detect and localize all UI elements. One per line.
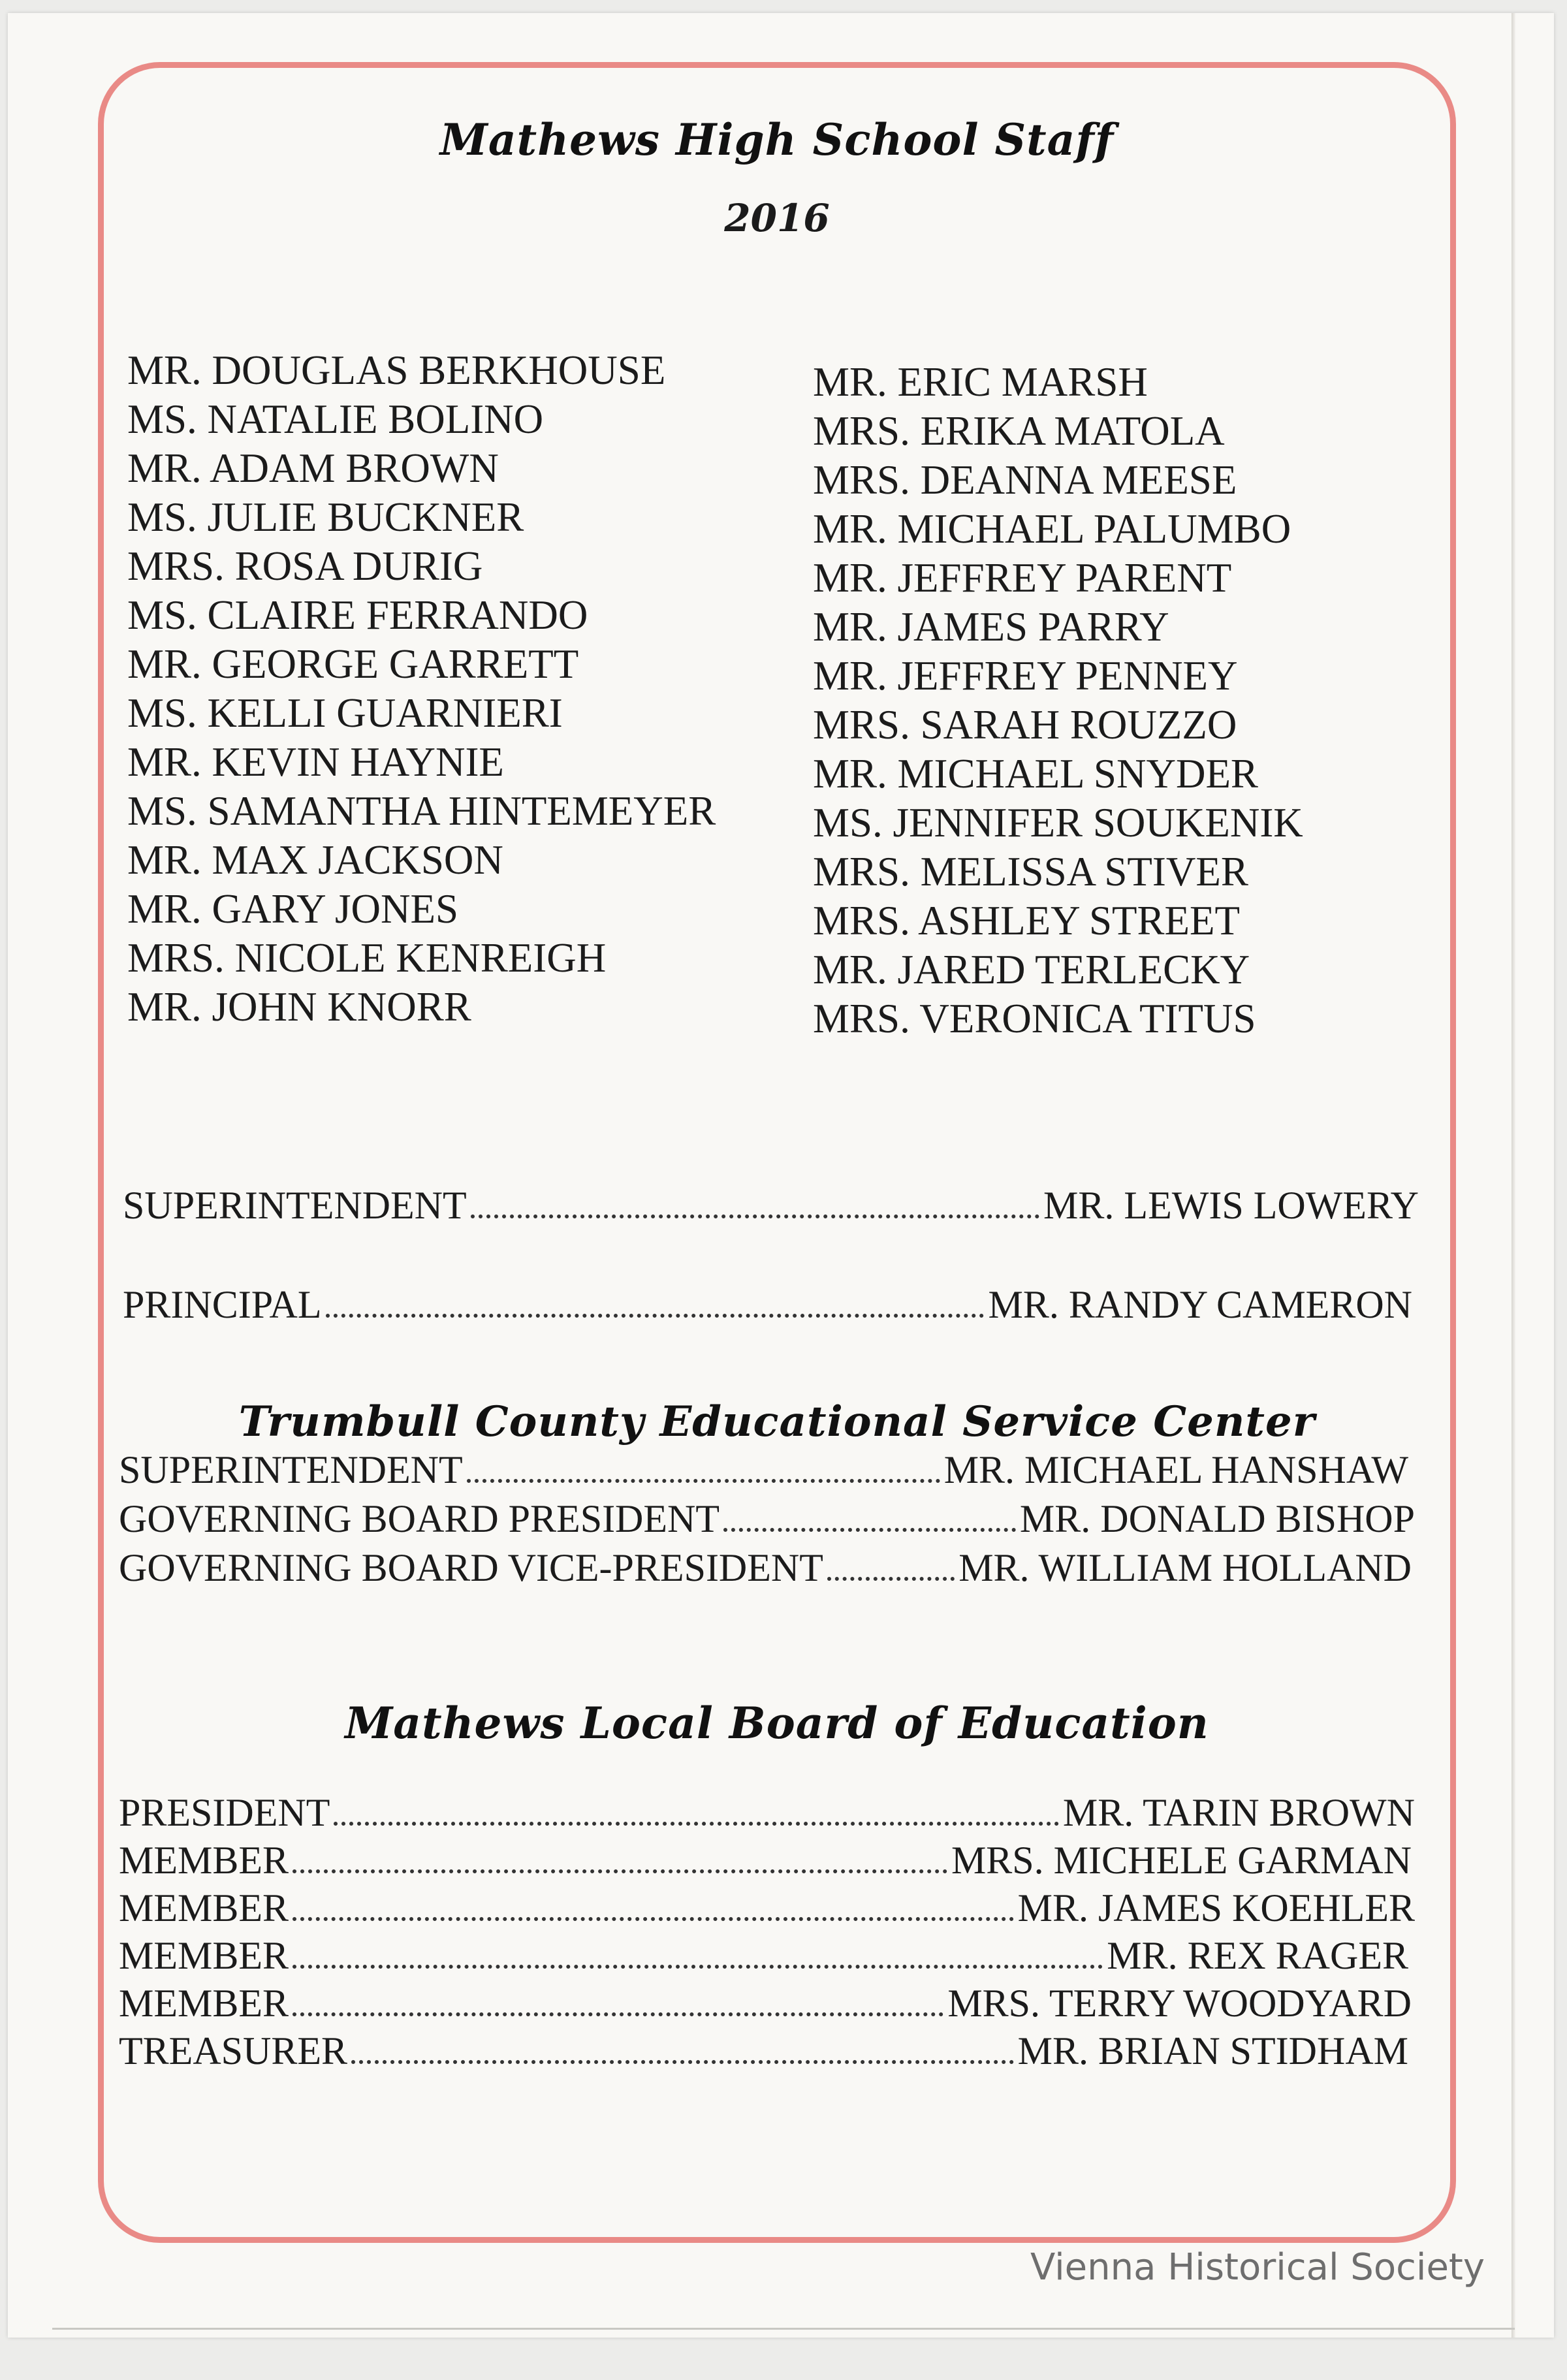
board-heading: Mathews Local Board of Education: [345, 1698, 1209, 1749]
official-name: MRS. TERRY WOODYARD: [947, 1982, 1412, 2025]
dot-leader: [723, 1527, 1016, 1532]
staff-name: MR. JOHN KNORR: [127, 984, 471, 1030]
page-fold: [1512, 13, 1515, 2338]
staff-name: MS. NATALIE BOLINO: [127, 396, 544, 442]
staff-year: 2016: [724, 196, 830, 240]
tcesc-heading: Trumbull County Educational Service Center: [238, 1397, 1316, 1446]
staff-name: MS. CLAIRE FERRANDO: [127, 592, 588, 638]
staff-name: MR. MAX JACKSON: [127, 837, 503, 883]
dot-leader: [351, 2059, 1014, 2064]
official-name: MR. MICHAEL HANSHAW: [943, 1448, 1408, 1491]
staff-name: MR. ADAM BROWN: [127, 445, 499, 491]
staff-name: MRS. VERONICA TITUS: [813, 996, 1256, 1041]
official-name: MR. DONALD BISHOP: [1019, 1497, 1415, 1540]
official-name: MR. BRIAN STIDHAM: [1017, 2029, 1408, 2072]
staff-name: MR. JEFFREY PENNEY: [813, 653, 1238, 699]
role-label: MEMBER: [119, 1982, 289, 2025]
role-label: TREASURER: [119, 2029, 348, 2072]
role-label: MEMBER: [119, 1839, 289, 1882]
official-name: MRS. MICHELE GARMAN: [951, 1839, 1412, 1882]
official-name: MR. JAMES KOEHLER: [1017, 1886, 1415, 1929]
staff-list-left: [127, 346, 716, 1032]
staff-name: MRS. MELISSA STIVER: [813, 849, 1248, 895]
staff-name: MR. KEVIN HAYNIE: [127, 739, 504, 785]
board-treasurer-row: [119, 2027, 1408, 2074]
role-label: PRESIDENT: [119, 1791, 330, 1834]
official-name: MR. WILLIAM HOLLAND: [958, 1546, 1412, 1589]
role-label: MEMBER: [119, 1886, 289, 1929]
board-member-row: [119, 1932, 1408, 1979]
role-label: PRINCIPAL: [123, 1283, 322, 1326]
dot-leader: [293, 2012, 943, 2016]
superintendent-row: [123, 1182, 1419, 1229]
staff-name: MR. GEORGE GARRETT: [127, 641, 579, 687]
staff-name: MS. SAMANTHA HINTEMEYER: [127, 788, 716, 834]
staff-name: MR. ERIC MARSH: [813, 359, 1148, 405]
dot-leader: [827, 1576, 955, 1581]
role-label: SUPERINTENDENT: [123, 1184, 467, 1227]
staff-name: MR. MICHAEL SNYDER: [813, 751, 1258, 797]
staff-name: MRS. SARAH ROUZZO: [813, 702, 1237, 748]
dot-leader: [467, 1478, 940, 1483]
staff-name: MR. DOUGLAS BERKHOUSE: [127, 347, 666, 393]
official-name: MR. LEWIS LOWERY: [1043, 1184, 1419, 1227]
staff-heading: Mathews High School Staff: [439, 114, 1115, 165]
staff-name: MS. KELLI GUARNIERI: [127, 690, 563, 736]
board-president-row: [119, 1789, 1415, 1836]
staff-name: MRS. DEANNA MEESE: [813, 457, 1237, 503]
dot-leader: [334, 1821, 1059, 1826]
tcesc-board-president-row: [119, 1495, 1415, 1542]
watermark-text: Vienna Historical Society: [1030, 2246, 1485, 2289]
official-name: MR. TARIN BROWN: [1062, 1791, 1415, 1834]
staff-list-right: [813, 358, 1303, 1043]
staff-name: MR. JEFFREY PARENT: [813, 555, 1232, 601]
staff-name: MR. JAMES PARRY: [813, 604, 1169, 650]
staff-name: MRS. ASHLEY STREET: [813, 898, 1240, 944]
staff-name: MS. JULIE BUCKNER: [127, 494, 524, 540]
staff-name: MR. GARY JONES: [127, 886, 459, 932]
board-member-row: [119, 1884, 1415, 1931]
dot-leader: [471, 1214, 1039, 1218]
dot-leader: [293, 1916, 1014, 1921]
role-label: MEMBER: [119, 1934, 289, 1977]
staff-name: MR. JARED TERLECKY: [813, 947, 1250, 992]
staff-name: MR. MICHAEL PALUMBO: [813, 506, 1291, 552]
staff-name: MRS. NICOLE KENREIGH: [127, 935, 607, 981]
role-label: SUPERINTENDENT: [119, 1448, 463, 1491]
board-member-row: [119, 1980, 1412, 2027]
staff-name: MRS. ROSA DURIG: [127, 543, 483, 589]
bottom-edge-line: [52, 2328, 1515, 2330]
dot-leader: [293, 1964, 1103, 1969]
tcesc-superintendent-row: [119, 1446, 1408, 1493]
principal-row: [123, 1281, 1412, 1328]
dot-leader: [326, 1313, 985, 1318]
role-label: GOVERNING BOARD PRESIDENT: [119, 1497, 720, 1540]
official-name: MR. RANDY CAMERON: [988, 1283, 1412, 1326]
board-member-row: [119, 1837, 1412, 1884]
role-label: GOVERNING BOARD VICE-PRESIDENT: [119, 1546, 823, 1589]
tcesc-board-vice-president-row: [119, 1544, 1412, 1591]
staff-name: MRS. ERIKA MATOLA: [813, 408, 1225, 454]
dot-leader: [293, 1869, 947, 1873]
official-name: MR. REX RAGER: [1107, 1934, 1408, 1977]
staff-name: MS. JENNIFER SOUKENIK: [813, 800, 1303, 846]
